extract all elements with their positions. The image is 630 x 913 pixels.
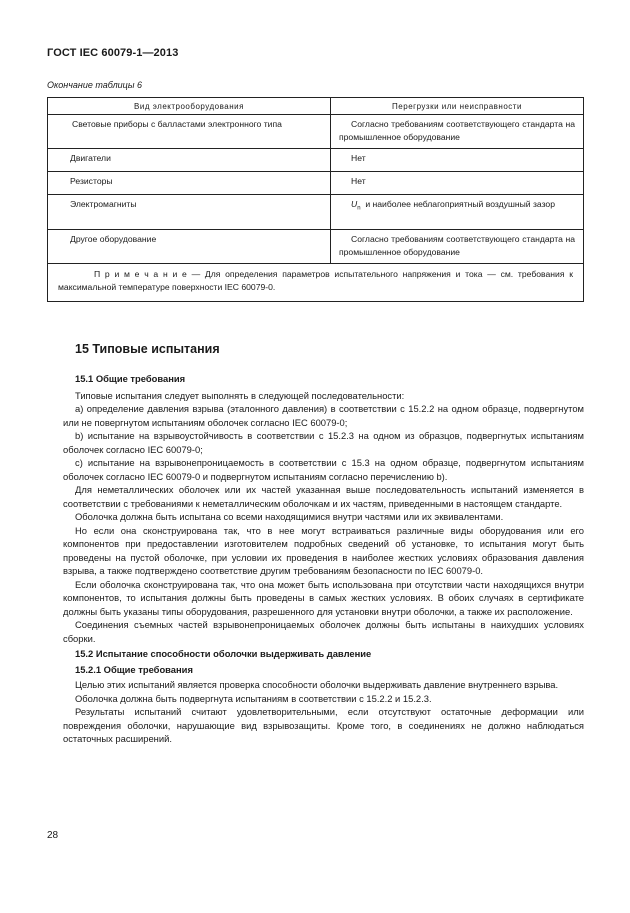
paragraph: Если оболочка сконструирована так, что она может быть использована при отсутствии части находящихся внутри компонентов, то испытания должны быть проведены в самых жестких условиях. В обоих случаях в сертификате должны быть указаны типы оборудования, разрешенного для установки внутри оболочки, а также их расположение. <box>63 578 584 617</box>
conditions-cell <box>331 115 584 149</box>
paragraph: Оболочка должна быть испытана со всеми находящимися внутри частями или их эквивалентами. <box>75 511 504 522</box>
conditions-text: Нет <box>351 176 366 186</box>
conditions-text: $U_n$ и наиболее неблагоприятный воздушный зазор <box>351 199 555 212</box>
equipment-cell <box>48 230 331 264</box>
equipment-text: Двигатели <box>70 153 111 163</box>
paragraph: Соединения съемных частей взрывонепроницаемых оболочек должны быть испытаны в наихудших условиях сборки. <box>63 619 584 644</box>
equipment-text: Световые приборы с балластами электронного типа <box>72 119 282 129</box>
table-note-row <box>48 264 584 302</box>
paragraph: Типовые испытания следует выполнять в следующей последовательности: <box>75 389 405 401</box>
table-row <box>48 195 584 230</box>
subsection-heading: 15.1 Общие требования <box>75 373 186 384</box>
subsection-heading: 15.2 Испытание способности оболочки выдерживать давление <box>75 648 372 659</box>
conditions-cell <box>331 195 584 230</box>
col-header-equipment: Вид электрооборудования <box>48 98 331 115</box>
table-row <box>48 149 584 172</box>
equipment-cell <box>48 115 331 149</box>
paragraph: Целью этих испытаний является проверка способности оболочки выдерживать давление внутреннего взрыва. <box>75 679 559 690</box>
table-row <box>48 115 584 149</box>
subsection-heading: 15.2.1 Общие требования <box>75 663 193 675</box>
note-cell <box>48 264 584 302</box>
table-row <box>48 230 584 264</box>
conditions-cell <box>331 172 584 195</box>
equipment-text: Электромагниты <box>70 199 137 209</box>
paragraph: a) определение давления взрыва (эталонного давления) в соответствии с 15.2.2 на одном образце, подвергнутом или не повергнутом испытаниям оболочек согласно IEC 60079-0; <box>63 403 584 428</box>
conditions-text: Нет <box>351 153 366 163</box>
conditions-cell <box>331 149 584 172</box>
equipment-text: Другое оборудование <box>70 234 157 244</box>
conditions-cell <box>331 230 584 264</box>
equipment-cell <box>48 195 331 230</box>
table-row <box>48 172 584 195</box>
paragraph: Оболочка должна быть подвергнута испытаниям в соответствии с 15.2.2 и 15.2.3. <box>75 692 432 704</box>
col-header-conditions: Перегрузки или неисправности <box>331 98 584 115</box>
paragraph: b) испытание на взрывоустойчивость в соответствии с 15.2.3 на одном из образцов, подвергнутых испытаниям оболочек согласно IEC 60079-0; <box>63 430 584 455</box>
equipment-cell <box>48 172 331 195</box>
paragraph: Для неметаллических оболочек или их частей указанная выше последовательность испытаний изменяется в соответствии с требованиями к неметаллическим оболочкам и их частям, приведенными в настоящем стандарте. <box>63 484 584 509</box>
table-caption: Окончание таблицы 6 <box>47 80 142 90</box>
paragraph: Но если она сконструирована так, что в нее могут встраиваться различные виды оборудования или его компонентов при предоставлении изготовителем подробных сведений об установке, то испытания могут быть проведены на пустой оболочке, при условии их проведения в наиболее жестких условиях образования давления взрыва, а также подтверждено соответствие другим требованиям безопасности по IEC 60079-0. <box>63 524 584 576</box>
conditions-text: Согласно требованиям соответствующего стандарта на промышленное оборудование <box>339 119 575 142</box>
conditions-text: Согласно требованиям соответствующего стандарта на промышленное оборудование <box>339 234 575 257</box>
page-number: 28 <box>47 830 59 841</box>
equipment-cell <box>48 149 331 172</box>
section-title: 15 Типовые испытания <box>75 342 220 356</box>
equipment-text: Резисторы <box>70 176 113 186</box>
section-body <box>63 372 584 746</box>
document-code-header: ГОСТ IEC 60079-1—2013 <box>47 47 179 59</box>
paragraph: c) испытание на взрывонепроницаемость в соответствии с 15.3 на одном образце, подвергнутом испытаниям оболочек согласно IEC 60079-0 и подвергнутом испытаниям согласно перечислению b). <box>63 457 584 482</box>
paragraph: Результаты испытаний считают удовлетворительными, если отсутствуют остаточные деформации или повреждения оболочки, нарушающие вид взрывозащиты. Кроме того, в соединениях не должно наблюдаться остаточных расширений. <box>63 706 584 744</box>
table-header-row <box>48 98 584 115</box>
voltage-symbol: $U_n$ <box>351 199 361 212</box>
table-note: П р и м е ч а н и е — Для определения параметров испытательного напряжения и тока — см. требования к максимальной температуре поверхности IEC 60079-0. <box>58 269 573 292</box>
table-6 <box>47 97 584 302</box>
